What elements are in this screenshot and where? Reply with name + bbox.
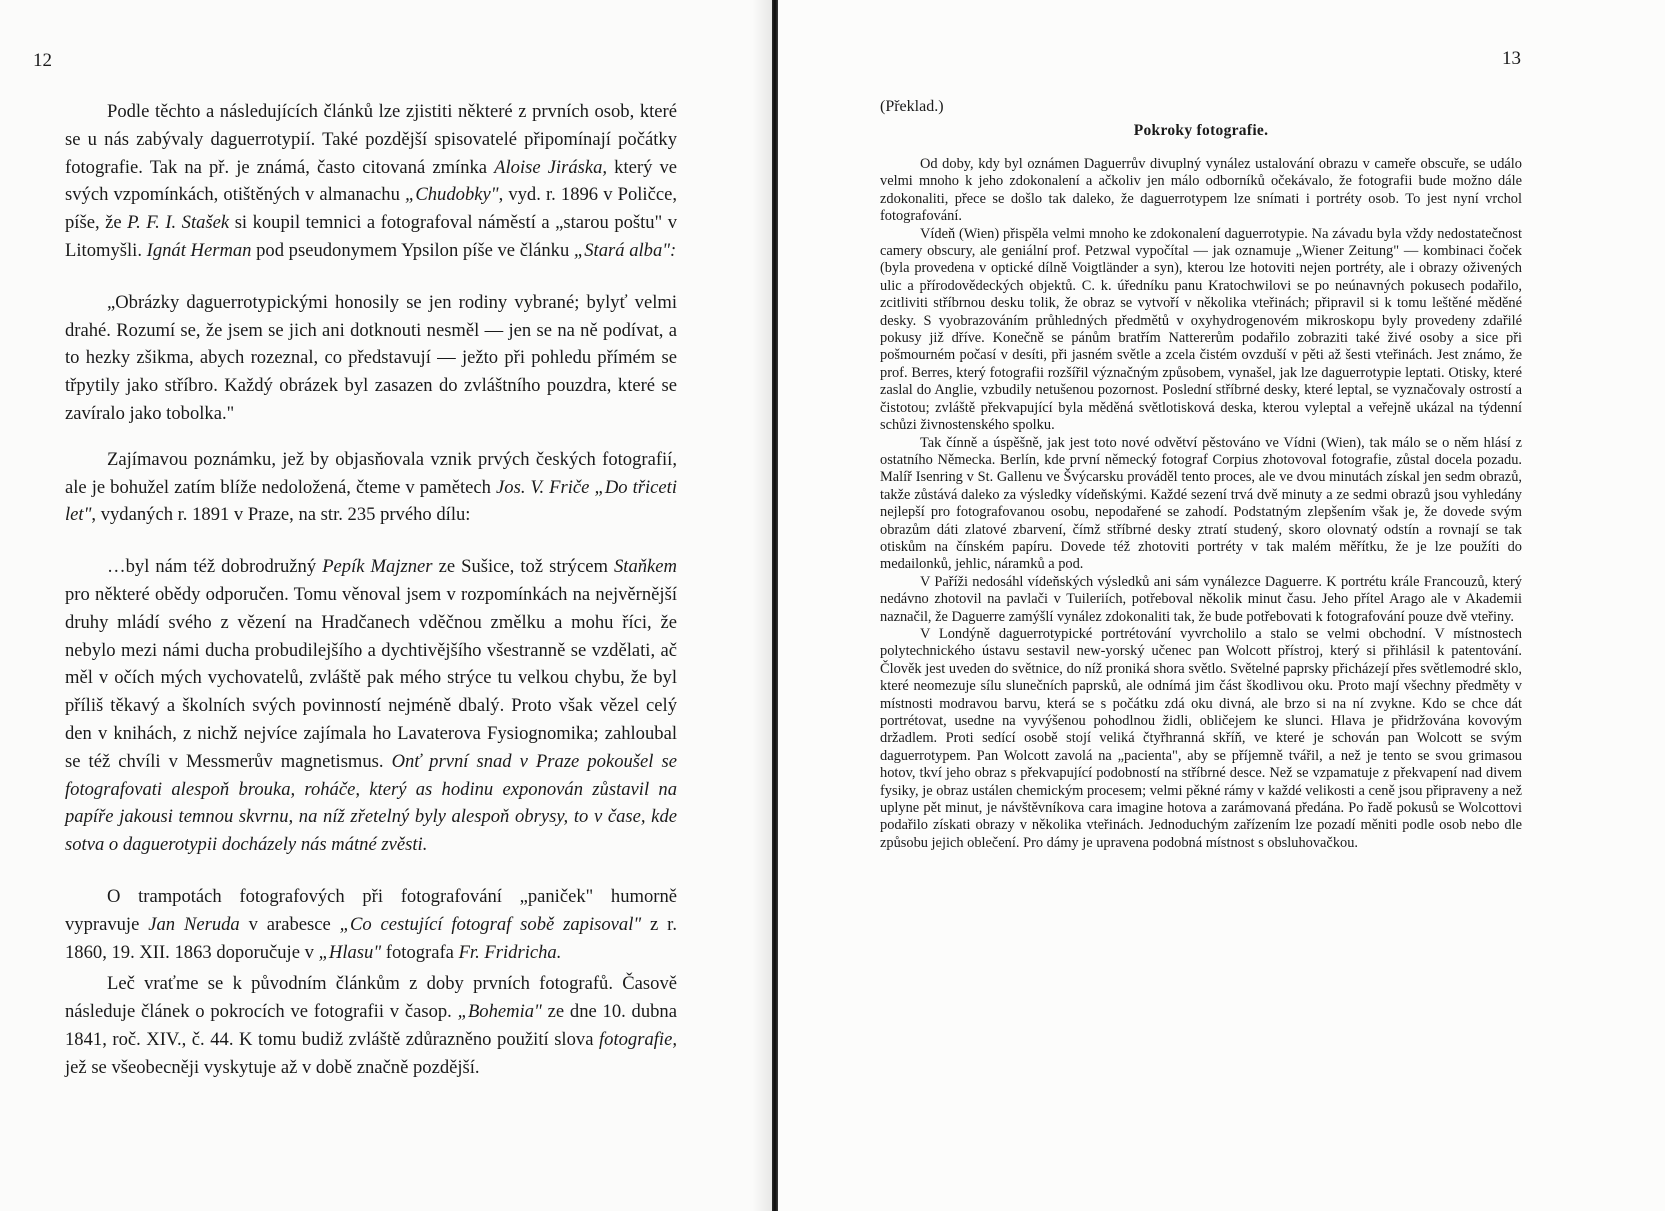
italic-run: Jan Neruda	[148, 913, 240, 935]
italic-run: P. F. I. Stašek	[127, 212, 230, 234]
page-number-right: 13	[1502, 48, 1521, 69]
italic-run: Aloise Jiráska,	[494, 156, 608, 178]
quote-paragraph	[65, 289, 677, 428]
paragraph: Vídeň (Wien) přispěla velmi mnoho ke zdokonalení daguerrotypie. Na závadu byla vždy nedostatečnost camery obscury, ale geniální prof. Petzwal vypočítal — jak oznamuje „Wiener Zeitung" — kombinaci čoček (byla provedena v optické dílně Voigtländer a syn), kterou lze hotoviti nejen portréty, ale i obrazy oživených ulic a přírodovědeckých objektů. C. k. úředníku panu Kratochwilovi se po neúnavných pokusech podařilo, zcitliviti stříbrnou desku tolik, že obraz se vytvoří v několika vteřinách; připravil si k tomu leštěné měděné desky. S vyobrazováním průhledných předmětů v oxyhydrogenovém mikroskopu byly provedeny zdařilé pokusy již dříve. Konečně se pánům bratřím Nattererům podařilo zobraziti také živé osoby a sice při pošmourném počasí v desíti, při jasném světle a zcela čistém ovzduší v pěti až šesti vteřinách. Jest známo, že prof. Berres, který fotografii rozšířil význačným způsobem, vynašel, jak lze daguerrotypie leptati. Otisky, které zaslal do Anglie, vzbudily netušenou pozornost. Poslední stříbrné desky, které leptal, se vyznačovaly ostrostí a čistotou; zvláště překvapující byla měděná světlotisková deska, kterou vyleptal a veřejně ukázal na týdenní schůzi živnostenského spolku.	[880, 225, 1522, 434]
text-run: si koupil temnici a fotografoval náměstí a „starou poštu" v Litomyšli.	[65, 212, 677, 261]
page-number-left: 12	[33, 50, 52, 71]
paragraph	[65, 883, 677, 966]
paragraph	[65, 446, 677, 529]
text-run: , vydaných r. 1891 v Praze, na str. 235 prvého dílu:	[91, 504, 471, 526]
paragraph	[65, 970, 677, 1081]
italic-run: „Hlasu"	[318, 941, 382, 963]
text-run: v arabesce	[239, 913, 340, 935]
quote-paragraph	[65, 553, 677, 859]
paragraph: V Londýně daguerrotypické portrétování vyvrcholilo a stalo se velmi obchodní. V místnostech polytechnického ústavu sestavil new-yorský učenec pan Wolcott přístroj, který si přihlásil k patentování. Člověk jest uveden do světnice, do níž proniká shora světlo. Světelné paprsky přicházejí přes světlemodré sklo, které neomezuje sílu slunečních paprsků, ale odnímá jim část škodlivou oku. Proto mají všechny předměty v místnosti modravou barvu, která se s počátku zdá oku divná, ale brzo si na ní zvykne. Kdo se chce dát portrétovat, usedne na vyvýšenou pohodlnou židli, obličejem ke slunci. Hlava je přidržována kovovým držadlem. Proti sedící osobě stojí veliká čtyřhranná skříň, ve které je schován pan Wolcott se svým daguerrotypem. Pan Wolcott zavolá na „pacienta", aby se příjemně tvářil, a než je tento se svou grimasou hotov, tkví jeho obraz s překvapující podobností na stříbrné desce. Než se vzpamatuje z překvapení nad divem fysiky, je obraz ustálen chemickým procesem; velmi pěkné rámy v každé velikosti a ceně jsou připraveny a než uplyne pět minut, je návštěvníkova cara imagine hotova a zarámovaná předána. Po řadě pokusů se Wolcottovi podařilo získati obrazy v několika vteřinách. Jednoduchým zařízením lze pozadí měniti podle osob nebo dle způsobu jejich oblečení. Pro dámy je upravena podobná místnost s obsluhovačkou.	[880, 625, 1522, 851]
italic-run: „Bohemia"	[457, 1001, 542, 1023]
italic-run: Ignát Herman	[146, 239, 252, 261]
translation-label: (Překlad.)	[880, 98, 944, 115]
paragraph: Tak čínně a úspěšně, jak jest toto nové odvětví pěstováno ve Vídni (Wien), tak málo se o něm hlásí z ostatního Německa. Berlín, kde první německý fotograf Corpius zhotovoval fotografie, zůstal docela pozadu. Malíř Isenring v St. Gallenu ve Švýcarsku prováděl tento proces, ale ve dvou minutách získal jen sedm obrazů, takže zůstává daleko za výsledky vídeňskými. Každé sezení trvá dvě minuty a ze sedmi obrazů jsou vyhledány nejlepší pro fotografovanou osobu, nepodařené se zahodí. Podstatným zlepšením však je, že dovede svým obrazům dáti zlatové zbarvení, čímž stříbrné desky ztratí studený, skoro olovnatý odstín a rovnají se tak otiskům na čínském papíru. Dovede též zhotoviti portréty v tak malém měřítku, že je lze použíti do medailonků, jehlic, náramků a pod.	[880, 434, 1522, 573]
italic-run: „Co cestující fotograf sobě zapisoval"	[339, 913, 642, 935]
text-run: Leč vraťme se k původním článkům z doby prvních fotografů. Časově následuje článek o pokrocích ve fotografii v časop.	[65, 973, 677, 1023]
paragraph	[65, 98, 677, 265]
text-run: …byl nám též dobrodružný	[107, 556, 323, 578]
paragraph: V Paříži nedosáhl vídeňských výsledků ani sám vynálezce Daguerre. K portrétu krále Francouzů, který nedávno zhotovil na pavlači v Tuileriích, potřeboval několik minut času. Jeho přítel Arago ale v Akademii naznačil, že Daguerre zamýšlí vynález zdokonaliti tak, že bude potřebovati k fotografování pouze dvě vteřiny.	[880, 573, 1522, 625]
text-run: , vyd. r. 1896 v Poličce, píše, že	[65, 184, 677, 234]
text-run: z r. 1860, 19. XII. 1863 doporučuje v	[65, 913, 677, 963]
italic-run: „Chudobky"	[405, 184, 499, 206]
text-run: ze Sušice, tož strýcem	[432, 556, 614, 578]
text-run: pod pseudonymem Ypsilon píše ve článku	[251, 239, 574, 261]
italic-run: Jos. V. Friče „Do třiceti let"	[65, 476, 677, 526]
text-run: O trampotách fotografových při fotografování „paniček" humorně vypravuje	[65, 885, 677, 935]
text-run: „Obrázky daguerrotypickými honosily se jen rodiny vybrané; bylyť velmi drahé. Rozumí se, že jsem se jich ani dotknouti nesměl — jen se na ně podívat, a to hezky zšikma, abych rozeznal, co představují — ježto při pohledu přímém se třpytily jako stříbro. Každý obrázek byl zasazen do zvláštního pouzdra, které se zavíralo jako tobolka."	[65, 291, 677, 424]
italic-run: Staňkem	[613, 556, 677, 578]
italic-run: fotografie,	[599, 1028, 677, 1050]
italic-run: Pepík Majzner	[322, 556, 433, 578]
italic-run: Fr. Fridricha.	[458, 941, 562, 963]
text-run: fotografa	[381, 941, 459, 963]
paragraph: Od doby, kdy byl oznámen Daguerrův divuplný vynález ustalování obrazu v cameře obscuře, se událo velmi mnoho k jeho zdokonalení a ačkoliv jen málo odborníků očekávalo, že fotografii bude možno dále zdokonaliti, přece se došlo tak daleko, že daguerrotypem lze snímati i portréty osob. To jest nyní vrchol fotografování.	[880, 156, 1522, 225]
text-run: Podle těchto a následujících článků lze zjistiti některé z prvních osob, které se u nás zabývaly daguerrotypií. Také pozdější spisovatelé připomínají počátky fotografie. Tak na př. je známá, často citovaná zmínka	[65, 101, 677, 178]
text-run: ze dne 10. dubna 1841, roč. XIV., č. 44. K tomu budiž zvláště zdůrazněno použití slova	[65, 1001, 677, 1050]
italic-run: „Stará alba":	[573, 239, 677, 261]
left-page-body	[65, 98, 677, 1082]
text-run: pro některé obědy odporučen. Tomu věnoval jsem v rozpomínkách na nejvěrnější druhy mládí svého z vězení na Hradčanech vděčnou změlku a mohu říci, že nebylo mezi námi ducha probudilejšího a dychtivějšího všestranně se vzdělati, ač měl v očích mých vychovatelů, zvláště pak mého strýce tu velkou chybu, že byl příliš těkavý a školních svých povinností nejméně dbalý. Proto však vězel celý den v knihách, z nichž nejvíce zajímala ho Lavaterova Fysiognomika; zahloubal se též chvíli v Messmerův magnetismus.	[65, 583, 677, 772]
text-run: Zajímavou poznámku, jež by objasňovala vznik prvých českých fotografií, ale je bohužel zatím blíže nedoložená, čteme v pamětech	[65, 448, 677, 498]
article-title: Pokroky fotografie.	[1133, 122, 1269, 139]
text-run: jež se všeobecněji vyskytuje až v době značně pozdější.	[65, 1056, 480, 1078]
left-page	[0, 0, 772, 1211]
text-run: který ve svých vzpomínkách, otištěných v almanachu	[65, 156, 677, 206]
italic-run: Onť první snad v Praze pokoušel se fotografovati alespoň brouka, roháče, který as hodinu exponován zůstavil na papíře jakousi temnou skvrnu, na níž zřetelný byly alespoň obrysy, to v čase, kde sotva o daguerotypii docházely nás mátné zvěsti.	[65, 750, 677, 856]
right-page-body	[880, 98, 1522, 852]
